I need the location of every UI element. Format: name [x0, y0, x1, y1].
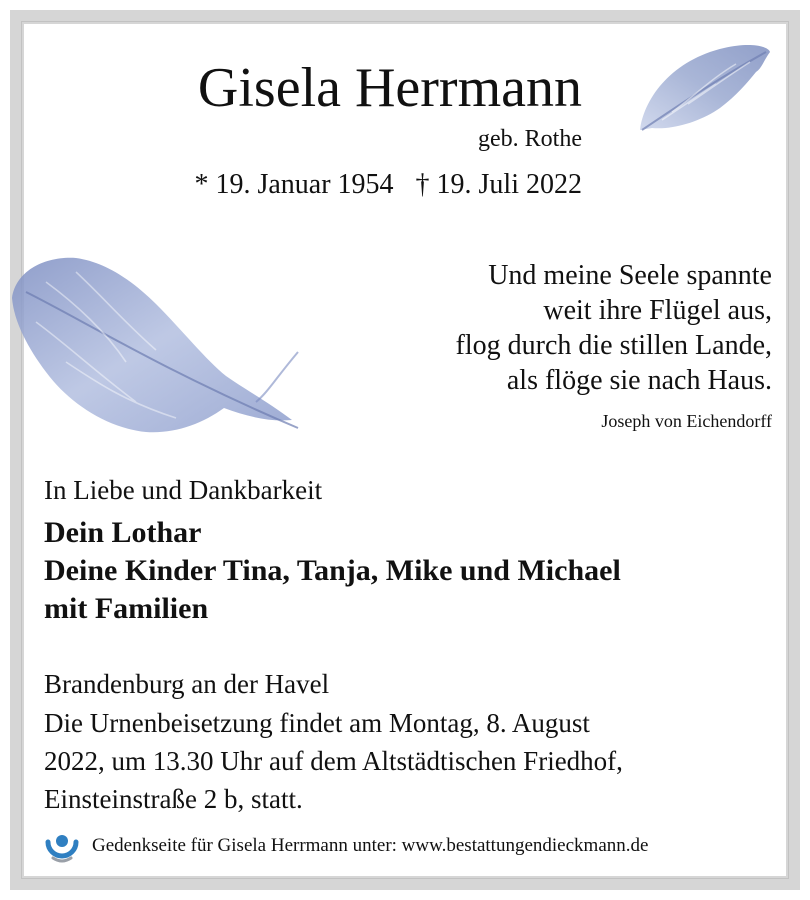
memorial-logo-icon [44, 828, 80, 864]
poem-line: Und meine Seele spannte [488, 260, 772, 291]
funeral-line: Einsteinstraße 2 b, statt. [44, 784, 303, 814]
death-date: † 19. Juli 2022 [415, 169, 582, 200]
birth-date: * 19. Januar 1954 [194, 169, 394, 200]
funeral-details [44, 704, 623, 818]
poem-line: als flöge sie nach Haus. [506, 365, 772, 396]
memorial-page-link[interactable]: Gedenkseite für Gisela Herrmann unter: www.bestattungendieckmann.de [92, 835, 649, 856]
mourner-line: Deine Kinder Tina, Tanja, Mike und Michael [44, 554, 621, 587]
mourner-line: mit Familien [44, 592, 209, 625]
mourners-intro: In Liebe und Dankbarkeit [44, 475, 323, 505]
funeral-line: 2022, um 13.30 Uhr auf dem Altstädtischen Friedhof, [44, 746, 623, 776]
deceased-name: Gisela Herrmann [197, 57, 582, 119]
poem-line: weit ihre Flügel aus, [543, 295, 772, 326]
life-dates [194, 168, 582, 202]
city: Brandenburg an der Havel [44, 669, 330, 699]
feather-icon [6, 252, 302, 436]
poem [456, 258, 772, 398]
maiden-name: geb. Rothe [478, 126, 582, 152]
memorial-footer [44, 828, 648, 864]
mourners-list [44, 514, 621, 628]
feather-icon [632, 38, 774, 138]
funeral-line: Die Urnenbeisetzung findet am Montag, 8. August [44, 708, 590, 738]
poem-author: Joseph von Eichendorff [601, 411, 772, 431]
poem-line: flog durch die stillen Lande, [455, 330, 772, 361]
mourner-line: Dein Lothar [44, 516, 202, 549]
